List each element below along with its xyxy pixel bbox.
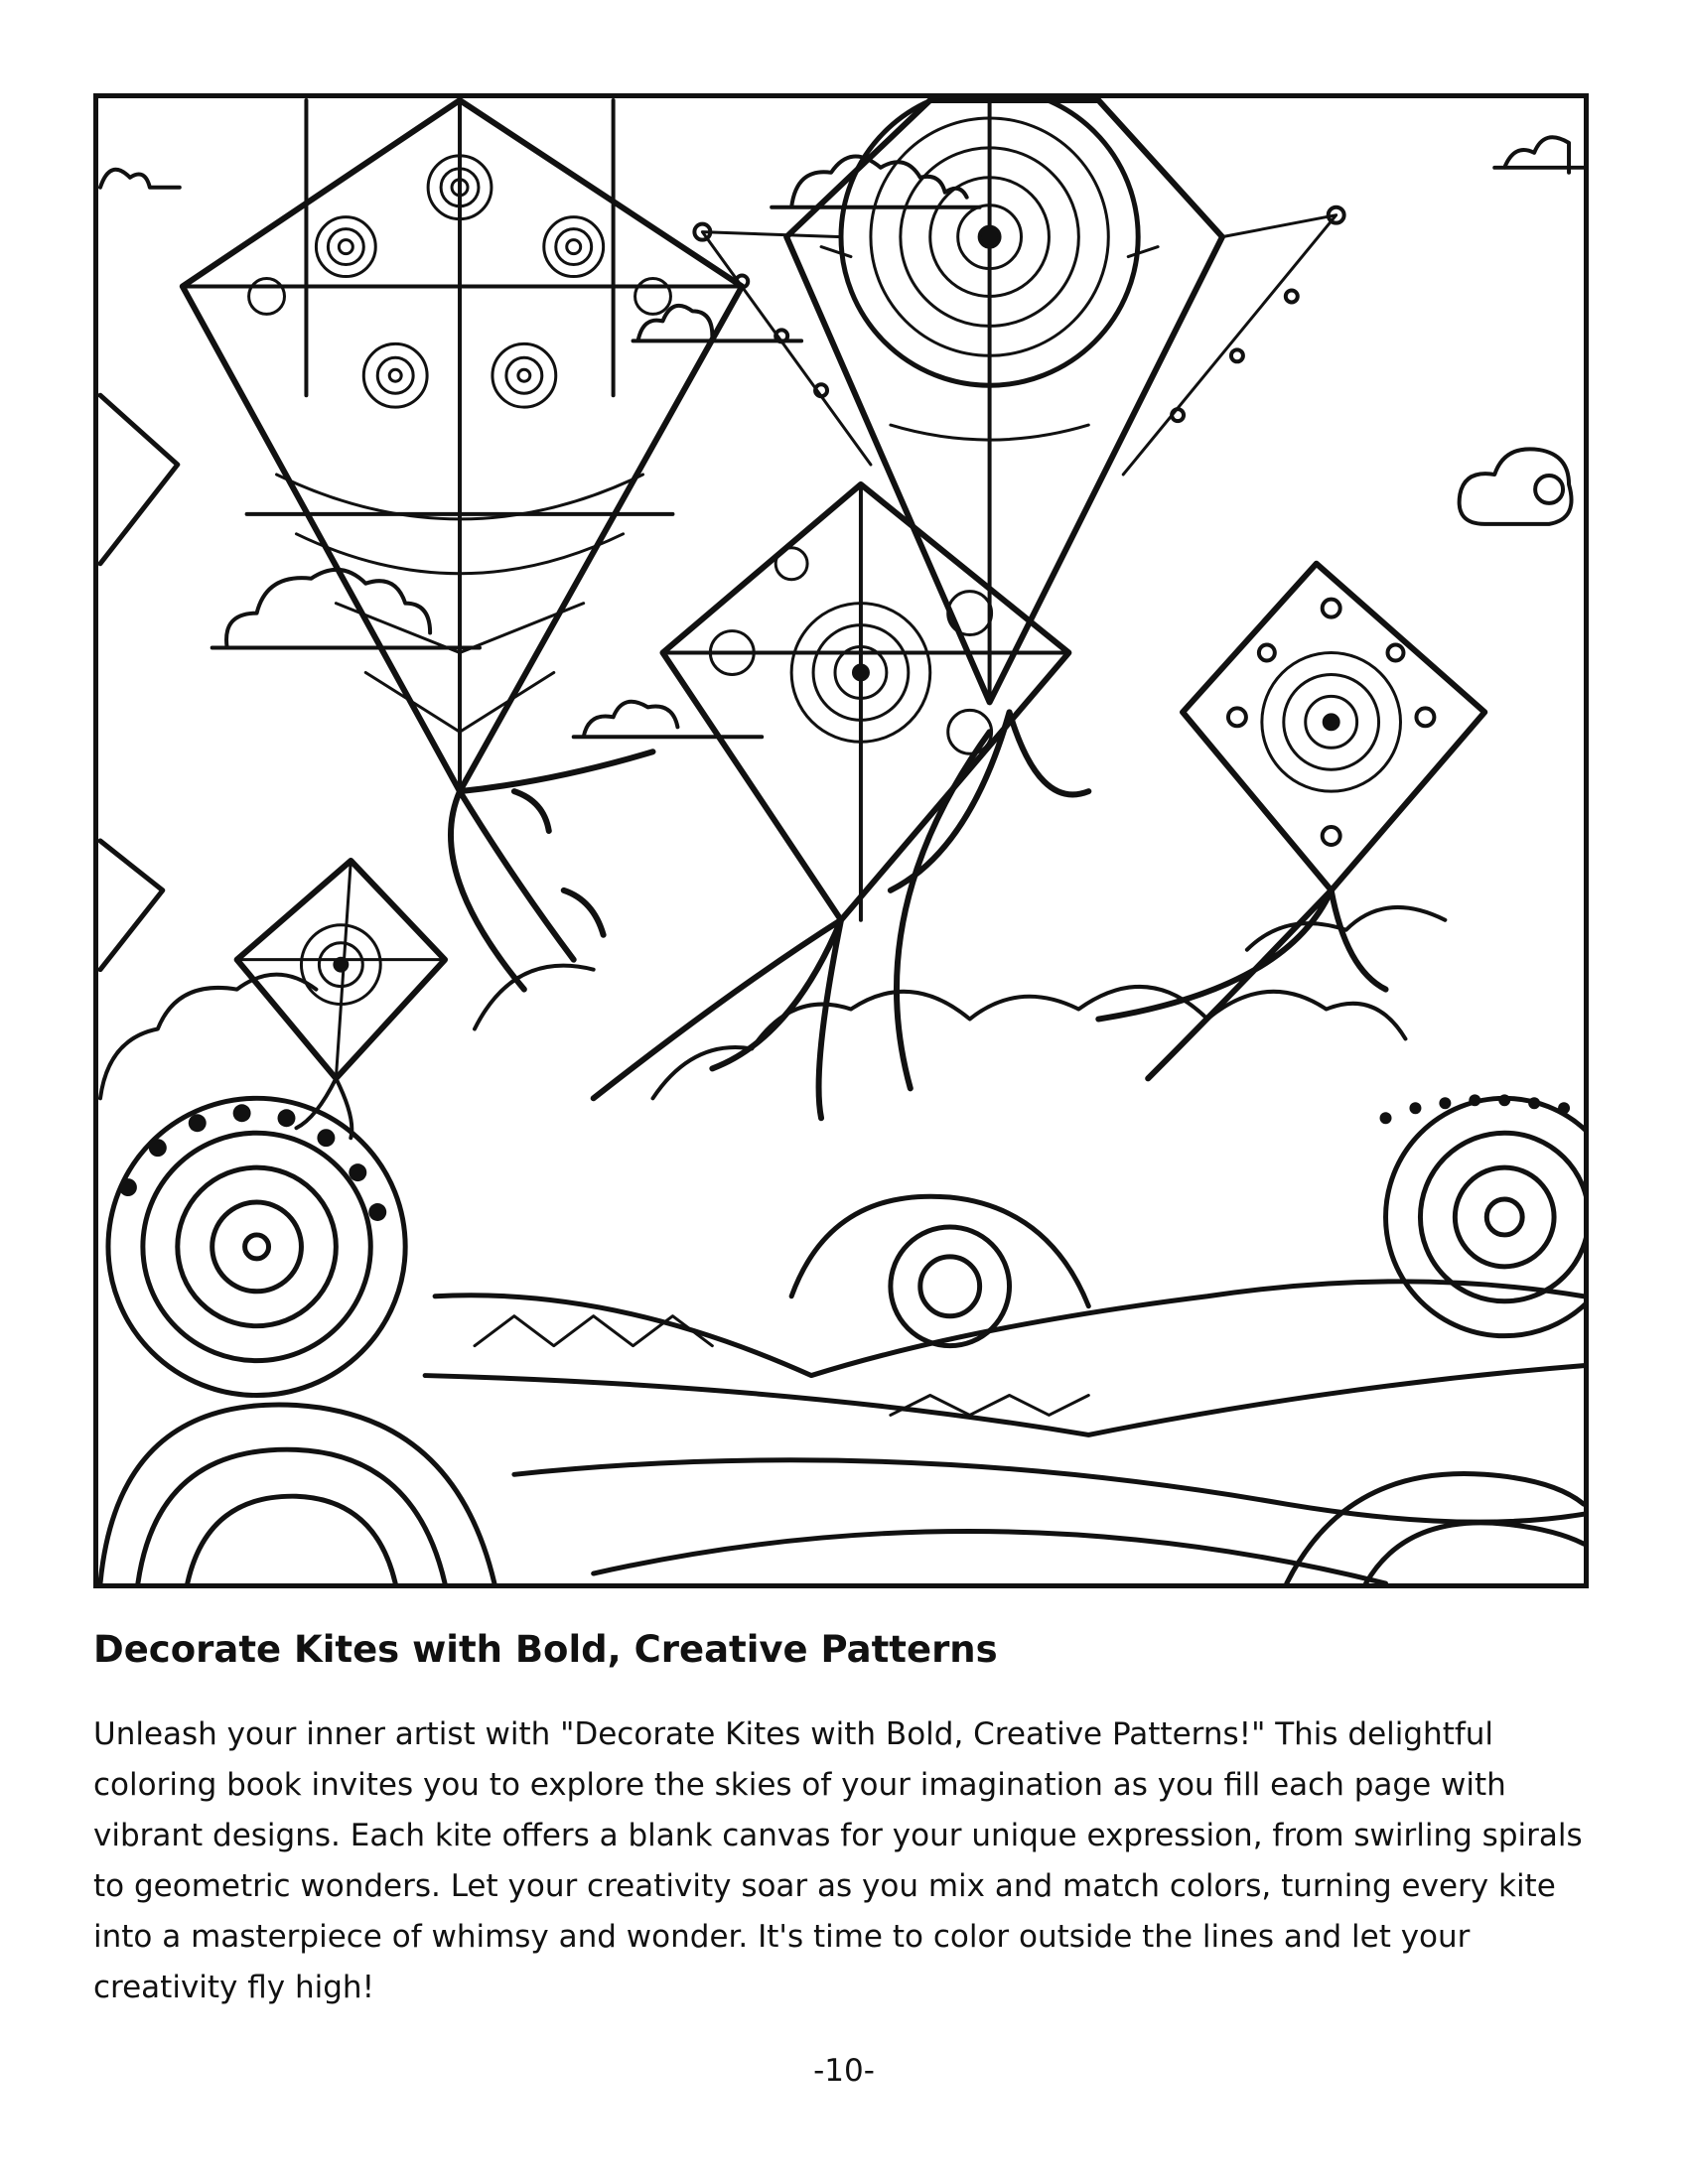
kite-edge-left: [100, 395, 178, 969]
kites-illustration: [93, 93, 1589, 1588]
page-number: -10-: [813, 2053, 875, 2089]
description-paragraph: Unleash your inner artist with "Decorate Kites with Bold, Creative Patterns!" This delightful coloring book invites you to explore the skies of your imagination as you fill each page with vibrant designs. Each kite offers a blank canvas for your unique expression, from swirling spirals to geometric wonders. Let your creativity soar as you mix and match colors, turning every kite into a masterpiece of whimsy and wonder. It's time to color outside the lines and let your creativity fly high!: [93, 1716, 1583, 2005]
kite-large-right: [694, 98, 1343, 1088]
kite-middle: [594, 484, 1069, 1118]
kite-large-left: [183, 100, 742, 791]
page-title: Decorate Kites with Bold, Creative Patterns: [93, 1628, 998, 1671]
cloud-row: [100, 907, 1445, 1098]
hill-dots: [119, 1094, 1570, 1221]
kite-large-left-tail: [451, 751, 653, 989]
hills: [100, 1098, 1584, 1583]
kite-right: [1098, 564, 1484, 1079]
